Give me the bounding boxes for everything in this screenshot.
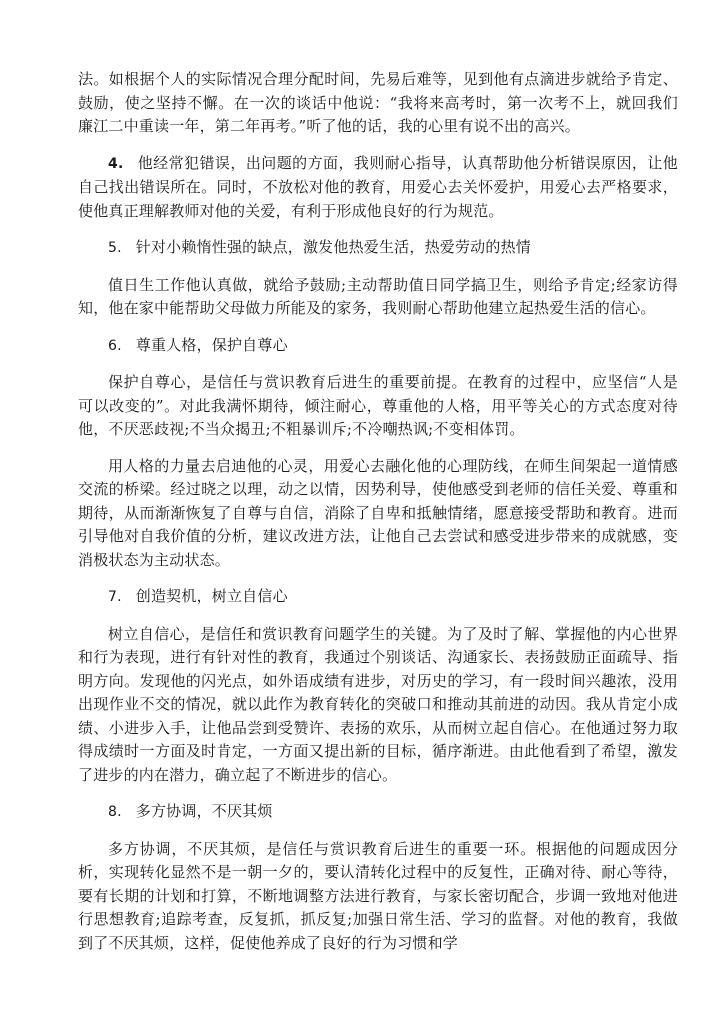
heading-text: 多方协调，不厌其烦 <box>135 802 273 820</box>
heading-text: 创造契机，树立自信心 <box>135 587 288 605</box>
paragraph-continued: 法。如根据个人的实际情况合理分配时间，先易后难等，见到他有点滴进步就给予肯定、鼓励，使之坚持不懈。在一次的谈话中他说：“我将来高考时，第一次考不上，就回我们廉江二中重读一年，第二年再考。”听了他的话，我的心里有说不出的高兴。 <box>78 70 678 135</box>
item-number: 6. <box>108 337 122 354</box>
section-heading-5 <box>78 236 678 261</box>
item-number: 8. <box>108 804 122 820</box>
heading-text: 针对小赖惰性强的缺点，激发他热爱生活，热爱劳动的热情 <box>135 238 531 256</box>
paragraph: 多方协调，不厌其烦，是信任与赏识教育后进生的重要一环。根据他的问题成因分析，实现转化显然不是一朝一夕的，要认清转化过程中的反复性，正确对待、耐心等待，要有长期的计划和打算，不断地调整方法进行教育，与家长密切配合，步调一致地对他进行思想教育;追踪考查，反复抓，抓反复;加强日常生活、学习的监督。对他的教育，我做到了不厌其烦，这样，促使他养成了良好的行为习惯和学 <box>78 839 678 952</box>
paragraph: 用人格的力量去启迪他的心灵，用爱心去融化他的心理防线，在师生间架起一道情感交流的桥梁。经过晓之以理，动之以情，因势利导，使他感受到老师的信任关爱、尊重和期待，从而渐渐恢复了自尊与自信，消除了自卑和抵触情绪，愿意接受帮助和教育。进而引导他对自我价值的分析，建议改进方法，让他自己去尝试和感受进步带来的成就感，变消极状态为主动状态。 <box>78 456 678 569</box>
paragraph: 保护自尊心，是信任与赏识教育后进生的重要前提。在教育的过程中，应坚信“人是可以改变的”。对此我满怀期待，倾注耐心，尊重他的人格，用平等关心的方式态度对待他，不厌恶歧视;不当众揭丑;不粗暴训斥;不冷嘲热讽;不变相体罚。 <box>78 373 678 438</box>
item-number: 5. <box>108 240 122 256</box>
heading-text: 尊重人格，保护自尊心 <box>135 335 288 354</box>
item-number: 4. <box>108 155 124 172</box>
item-number: 7. <box>108 589 122 605</box>
section-heading-8 <box>78 800 678 825</box>
document-page <box>78 68 678 968</box>
paragraph: 树立自信心，是信任和赏识教育问题学生的关键。为了及时了解、掌握他的内心世界和行为表现，进行有针对性的教育，我通过个别谈话、沟通家长、表扬鼓励正面疏导、指明方向。发现他的闪光点，如外语成绩有进步，对历史的学习，有一段时间兴趣浓，没用出现作业不交的情况，就以此作为教育转化的突破口和推动其前进的动因。我从肯定小成绩、小进步入手，让他品尝到受赞许、表扬的欢乐，从而树立起自信心。在他通过努力取得成绩时一方面及时肯定，一方面又提出新的目标，循序渐进。由此他看到了希望，激发了进步的内在潜力，确立起了不断进步的信心。 <box>78 624 678 784</box>
section-heading-7 <box>78 585 678 610</box>
paragraph-text: 他经常犯错误，出问题的方面，我则耐心指导，认真帮助他分析错误原因，让他自己找出错误所在。同时，不放松对他的教育，用爱心去关怀爱护，用爱心去严格要求，使他真正理解教师对他的关爱，有利于形成他良好的行为规范。 <box>78 153 678 220</box>
section-heading-6 <box>78 334 678 359</box>
paragraph: 值日生工作他认真做，就给予鼓励;主动帮助值日同学搞卫生，则给予肯定;经家访得知，他在家中能帮助父母做力所能及的家务，我则耐心帮助他建立起热爱生活的信心。 <box>78 275 678 317</box>
numbered-paragraph-4 <box>78 152 678 224</box>
